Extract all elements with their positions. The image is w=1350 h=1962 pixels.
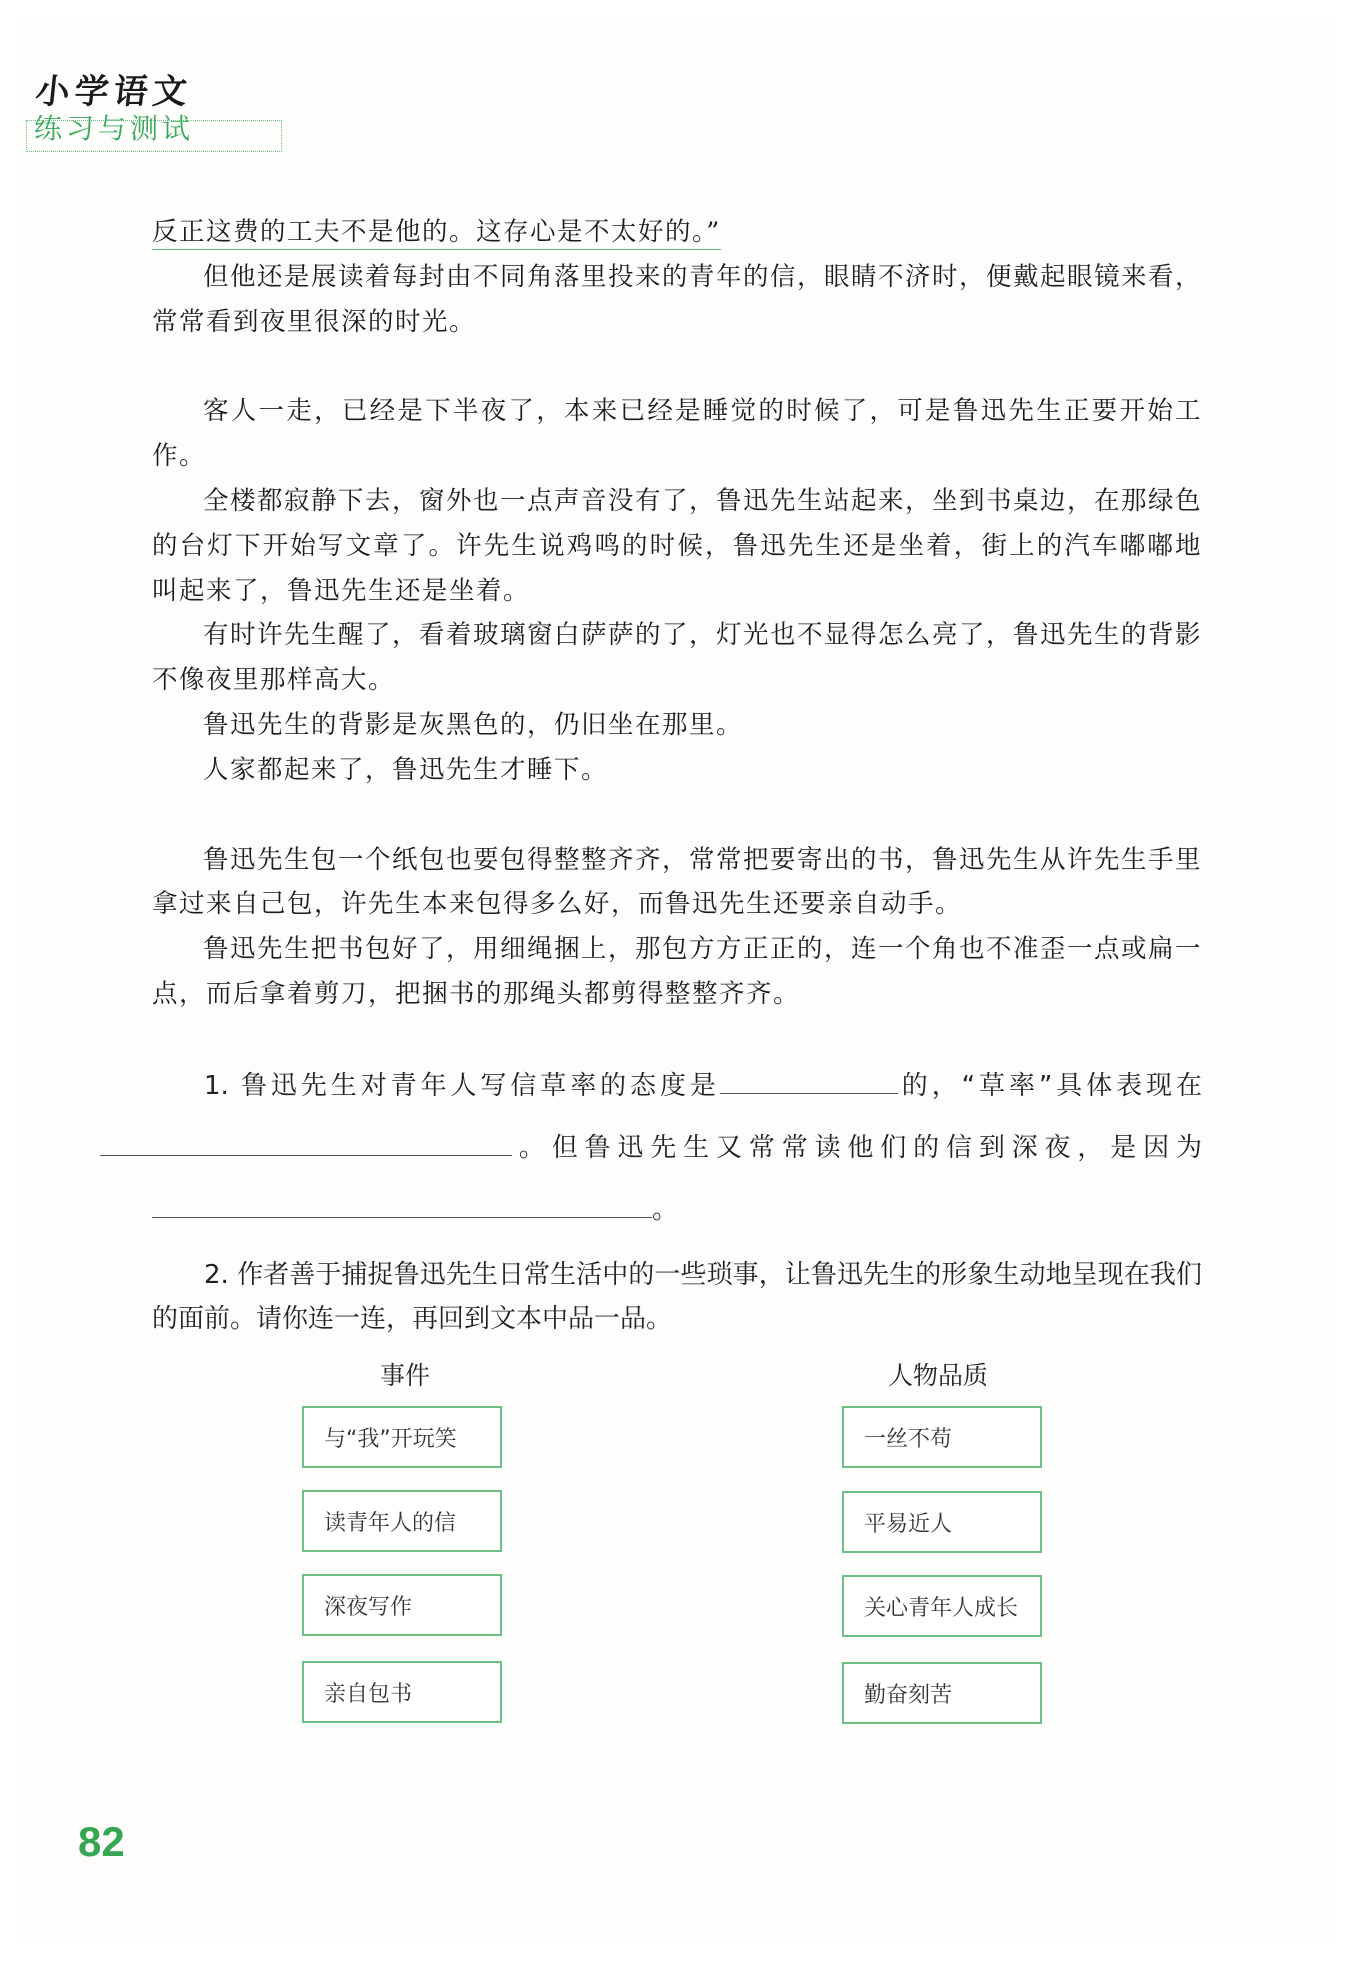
qualities-column-header: 人物品质 xyxy=(888,1361,989,1390)
passage-paragraph: 客人一走，已经是下半夜了，本来已经是睡觉的时候了，可是鲁迅先生正要开始工作。 xyxy=(152,396,1202,472)
passage-paragraph: 但他还是展读着每封由不同角落里投来的青年的信，眼睛不济时，便戴起眼镜来看，常常看到夜里很深的时光。 xyxy=(152,261,1203,337)
answer-blank-reason[interactable] xyxy=(152,1191,652,1218)
passage-paragraph: 鲁迅先生包一个纸包也要包得整整齐齐，常常把要寄出的书，鲁迅先生从许先生手里拿过来自己包，许先生本来包得多么好，而鲁迅先生还要亲自动手。 xyxy=(152,844,1203,920)
passage-paragraph: 人家都起来了，鲁迅先生才睡下。 xyxy=(203,754,609,785)
section-gap xyxy=(152,793,1202,838)
passage-paragraph: 鲁迅先生把书包好了，用细绳捆上，那包方方正正的，连一个角也不准歪一点或扁一点，而后拿着剪刀，把捆书的那绳头都剪得整整齐齐。 xyxy=(152,934,1203,1009)
quality-box[interactable]: 勤奋刻苦 xyxy=(842,1662,1042,1724)
passage-paragraph xyxy=(152,210,1202,255)
passage-paragraph: 鲁迅先生的背影是灰黑色的，仍旧坐在那里。 xyxy=(203,709,744,740)
question-2: 2. 作者善于捕捉鲁迅先生日常生活中的一些琐事，让鲁迅先生的形象生动地呈现在我们的面前。请你连一连，再回到文本中品一品。 xyxy=(152,1260,1202,1334)
section-gap xyxy=(152,344,1202,389)
event-box[interactable]: 与“我”开玩笑 xyxy=(302,1406,502,1468)
quality-box[interactable]: 一丝不苟 xyxy=(842,1406,1042,1468)
question-1-text: 。但鲁迅先生又常常读他们的信到深夜，是因为 xyxy=(512,1133,1202,1163)
event-box[interactable]: 深夜写作 xyxy=(302,1574,502,1636)
answer-blank-attitude[interactable] xyxy=(720,1067,898,1094)
passage-paragraph: 有时许先生醒了，看着玻璃窗白萨萨的了，灯光也不显得怎么亮了，鲁迅先生的背影不像夜里那样高大。 xyxy=(152,620,1203,696)
quality-box[interactable]: 平易近人 xyxy=(842,1491,1042,1553)
book-subtitle: 练习与测试 xyxy=(34,112,195,145)
book-title: 小学语文 xyxy=(33,72,194,112)
questions-section xyxy=(152,1055,1202,1341)
question-1-text: 。 xyxy=(652,1195,679,1225)
page-number: 82 xyxy=(78,1818,125,1865)
event-box[interactable]: 亲自包书 xyxy=(302,1661,502,1723)
event-box[interactable]: 读青年人的信 xyxy=(302,1490,502,1552)
question-1 xyxy=(152,1055,1202,1241)
events-column-header: 事件 xyxy=(380,1361,431,1390)
reading-passage xyxy=(152,210,1202,1017)
quality-box[interactable]: 关心青年人成长 xyxy=(842,1575,1042,1637)
question-1-text: 1. 鲁迅先生对青年人写信草率的态度是 xyxy=(204,1071,720,1101)
question-1-text: 的，“草率”具体表现在 xyxy=(897,1071,1202,1101)
answer-blank-manifestation[interactable] xyxy=(100,1129,512,1156)
passage-paragraph: 全楼都寂静下去，窗外也一点声音没有了，鲁迅先生站起来，坐到书桌边，在那绿色的台灯下开始写文章了。许先生说鸡鸣的时候，鲁迅先生还是坐着，街上的汽车嘟嘟地叫起来了，鲁迅先生还是坐着。 xyxy=(152,485,1203,606)
passage-paragraph-text: 反正这费的工夫不是他的。这存心是不太好的。” xyxy=(152,217,721,250)
